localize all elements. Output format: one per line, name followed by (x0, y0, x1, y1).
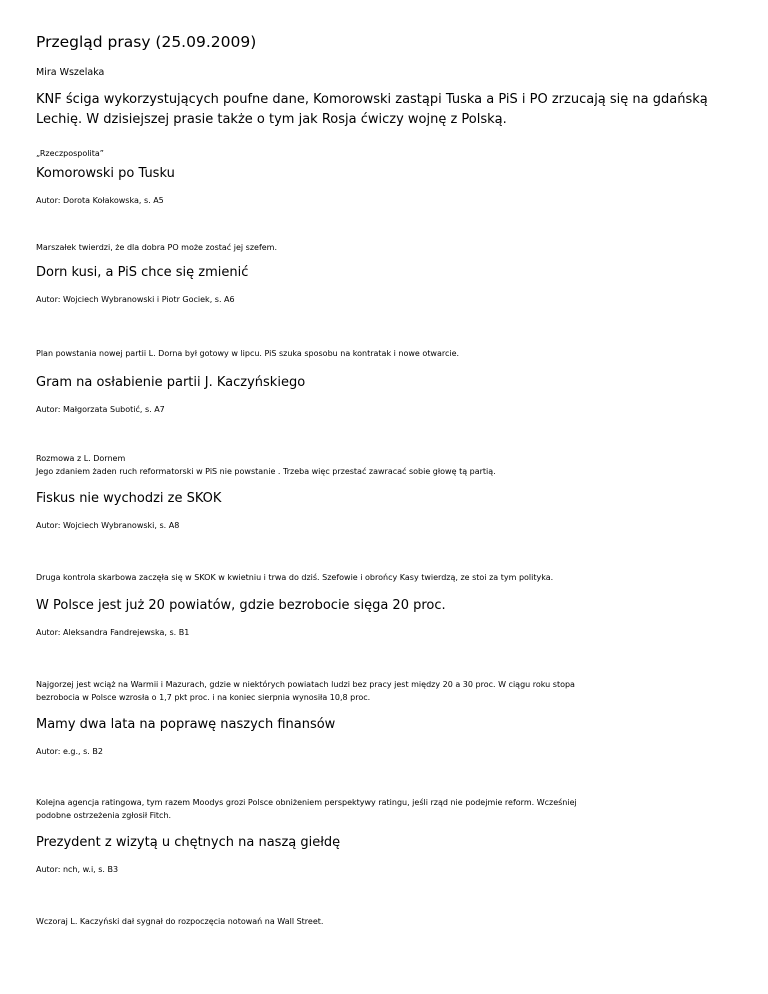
article-headline: W Polsce jest już 20 powiatów, gdzie bezrobocie sięga 20 proc. (36, 598, 446, 613)
article-headline: Dorn kusi, a PiS chce się zmienić (36, 265, 249, 280)
article-summary (36, 916, 731, 929)
article-author: Autor: e.g., s. B2 (36, 747, 103, 756)
article-headline: Fiskus nie wychodzi ze SKOK (36, 491, 222, 506)
article-summary (36, 797, 731, 822)
article-author: Autor: nch, w.i, s. B3 (36, 865, 119, 874)
article-summary (36, 453, 731, 478)
article-headline: Gram na osłabienie partii J. Kaczyńskiego (36, 375, 306, 390)
summary-line: Marszałek twierdzi, że dla dobra PO może zostać jej szefem. (36, 243, 278, 252)
summary-line: podobne ostrzeżenia zgłosił Fitch. (36, 810, 172, 820)
article-author: Autor: Wojciech Wybranowski, s. A8 (36, 521, 180, 530)
article-headline: Prezydent z wizytą u chętnych na naszą giełdę (36, 835, 341, 850)
article-author: Autor: Małgorzata Subotić, s. A7 (36, 405, 165, 414)
article-summary (36, 572, 731, 585)
article-author: Autor: Dorota Kołakowska, s. A5 (36, 196, 164, 205)
summary-line: Najgorzej jest wciąż na Warmii i Mazurach, gdzie w niektórych powiatach ludzi bez pracy jest między 20 a 30 proc. W ciągu roku stopa (36, 680, 575, 689)
summary-line: Wczoraj L. Kaczyński dał sygnał do rozpoczęcia notowań na Wall Street. (36, 917, 324, 926)
source-label: „Rzeczpospolita” (36, 149, 104, 158)
summary-line: Kolejna agencja ratingowa, tym razem Moodys grozi Polsce obniżeniem perspektywy ratingu, jeśli rząd nie podejmie reform. Wcześniej (36, 798, 577, 807)
article-headline: Komorowski po Tusku (36, 166, 175, 181)
article-author: Autor: Wojciech Wybranowski i Piotr Gociek, s. A6 (36, 295, 235, 304)
summary-line: Plan powstania nowej partii L. Dorna był gotowy w lipcu. PiS szuka sposobu na kontratak i nowe otwarcie. (36, 349, 460, 358)
summary-line: Jego zdaniem żaden ruch reformatorski w PiS nie powstanie . Trzeba więc przestać zawracać sobie głowę tą partią. (36, 466, 496, 476)
article-headline: Mamy dwa lata na poprawę naszych finansów (36, 717, 336, 732)
summary-line: bezrobocia w Polsce wzrosła o 1,7 pkt proc. i na koniec sierpnia wynosiła 10,8 proc. (36, 692, 371, 702)
page-title: Przegląd prasy (25.09.2009) (36, 33, 257, 51)
article-summary (36, 242, 731, 255)
article-summary (36, 679, 731, 704)
lead-paragraph: KNF ściga wykorzystujących poufne dane, Komorowski zastąpi Tuska a PiS i PO zrzucają się na gdańską Lechię. W dzisiejszej prasie także o tym jak Rosja ćwiczy wojnę z Polską. (36, 92, 708, 127)
summary-line: Rozmowa z L. Dornem (36, 454, 126, 463)
byline: Mira Wszelaka (36, 67, 105, 78)
article-author: Autor: Aleksandra Fandrejewska, s. B1 (36, 628, 190, 637)
summary-line: Druga kontrola skarbowa zaczęła się w SKOK w kwietniu i trwa do dziś. Szefowie i obrońcy Kasy twierdzą, ze stoi za tym polityka. (36, 573, 554, 582)
article-summary (36, 348, 731, 361)
